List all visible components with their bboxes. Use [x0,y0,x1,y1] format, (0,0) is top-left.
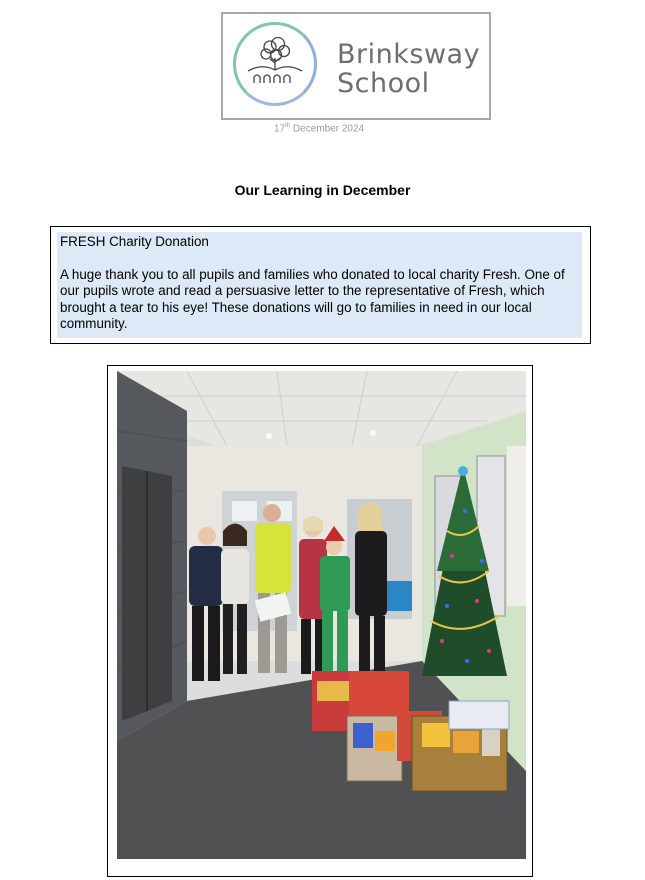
date-suffix: th [285,123,291,129]
date-day: 17 [274,123,286,135]
article-content [57,232,582,338]
photo-frame [107,365,533,877]
article-title: FRESH Charity Donation [60,234,209,249]
school-logo [221,12,491,120]
school-name-line1: Brinksway [337,39,481,70]
school-name-line2: School [337,68,430,99]
article-body: A huge thank you to all pupils and families who donated to local charity Fresh. One of our pupils wrote and read a persuasive letter to the representative of Fresh, which brought a tear to his eye! These donations will go to families in need in our local community. [60,266,565,332]
charity-donation-photo [117,371,526,859]
newsletter-date [274,123,364,134]
date-month-year: December 2024 [290,123,365,135]
photo-illustration [117,371,526,859]
page-heading: Our Learning in December [234,182,411,198]
tree-and-houses-logo-icon [233,22,317,106]
article-box [50,226,591,344]
school-name [337,40,480,98]
